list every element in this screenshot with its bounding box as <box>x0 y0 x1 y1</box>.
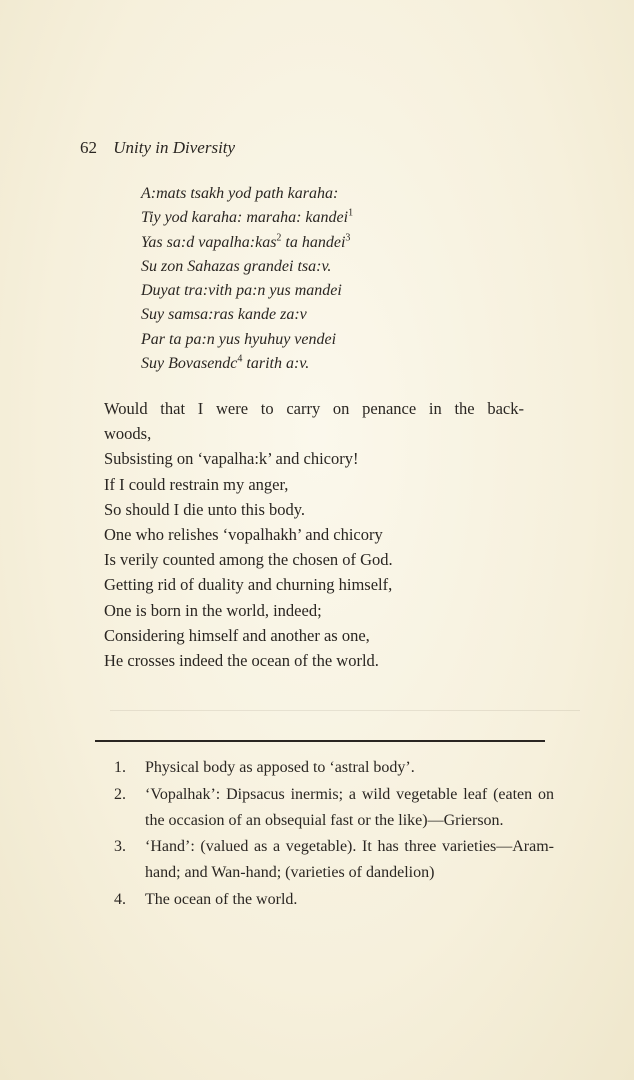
translation-line: One who relishes ‘vopalhakh’ and chicory <box>104 525 383 545</box>
verse-line: Tiy yod karaha: maraha: kandei$^1$ <box>141 207 354 227</box>
footnote-number: 1. <box>114 759 126 776</box>
translation-line: Getting rid of duality and churning himself, <box>104 575 393 595</box>
verse-line: Suy samsa:ras kande za:v <box>141 306 307 324</box>
kashmiri-verse <box>141 182 353 376</box>
footnote-text: ‘Hand’: (valued as a vegetable). It has three varieties—Aram-hand; and Wan-hand; (varieties of dandelion) <box>145 838 554 882</box>
verse-line: Suy Bovasendc$^4$ tarith a:v. <box>141 353 310 373</box>
page-number: 62 <box>80 138 97 157</box>
translation-line: Would that I were to carry on penance in the back- <box>104 399 524 418</box>
bleed-through-line <box>110 710 580 711</box>
footnote-text: The ocean of the world. <box>145 890 298 908</box>
footnote-number: 4. <box>114 890 126 908</box>
footnote-number: 2. <box>114 785 126 803</box>
footnote-marker: 4 <box>237 353 243 365</box>
footnote-marker: 1 <box>348 207 354 219</box>
translation-line: If I could restrain my anger, <box>104 474 289 494</box>
footnote-divider <box>95 740 545 742</box>
footnote-item <box>114 834 554 886</box>
footnote-item <box>114 782 554 834</box>
verse-line: Duyat tra:vith pa:n yus mandei <box>141 282 342 300</box>
translation-line: He crosses indeed the ocean of the world. <box>104 651 379 671</box>
footnote-text: Physical body as apposed to ‘astral body’. <box>145 759 415 776</box>
footnote-item <box>114 755 554 781</box>
translation-line: Is verily counted among the chosen of God. <box>104 550 393 570</box>
footnote-marker: 3 <box>345 232 351 244</box>
translation-line: So should I die unto this body. <box>104 499 306 519</box>
translation-line: One is born in the world, indeed; <box>104 600 322 620</box>
verse-line: Par ta pa:n yus hyuhuy vendei <box>141 330 337 348</box>
verse-line: Su zon Sahazas grandei tsa:v. <box>141 257 332 275</box>
footnote-text: ‘Vopalhak’: Dipsacus inermis; a wild vegetable leaf (eaten on the occasion of an obsequial fast or the like)—Grierson. <box>145 785 554 829</box>
book-title: Unity in Diversity <box>113 138 236 157</box>
verse-line: Yas sa:d vapalha:kas$^2$ ta handei$^3$ <box>141 232 351 251</box>
footnote-number: 3. <box>114 838 126 856</box>
footnote-marker: 2 <box>276 232 282 244</box>
translation-line: Subsisting on ‘vapalha:k’ and chicory! <box>104 449 359 469</box>
translation-line: Considering himself and another as one, <box>104 625 370 645</box>
translation-line: woods, <box>104 424 152 444</box>
verse-line: A:mats tsakh yod path karaha: <box>141 185 339 202</box>
footnote-item <box>114 887 554 913</box>
footnotes <box>114 755 554 914</box>
english-translation <box>104 396 524 673</box>
running-head <box>80 138 235 158</box>
